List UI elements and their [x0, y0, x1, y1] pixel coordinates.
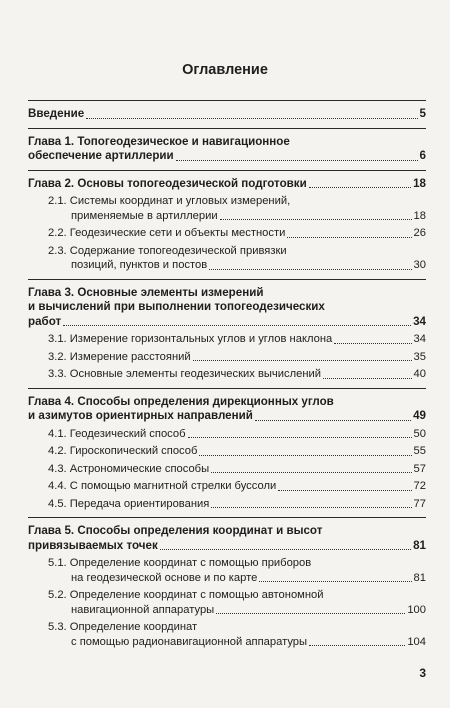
toc-entry-text: привязываемых точек — [28, 538, 158, 552]
toc-section-entry[interactable] — [48, 444, 426, 459]
toc-section-entry[interactable] — [48, 367, 426, 382]
toc-chapter-entry[interactable] — [28, 395, 426, 424]
toc-page-number: 57 — [413, 462, 426, 475]
toc-page-number: 34 — [413, 333, 426, 345]
dot-leader — [160, 549, 411, 550]
dot-leader — [309, 645, 405, 646]
toc-page-number: 34 — [413, 314, 426, 328]
toc-entry-text: применяемые в артиллерии — [71, 209, 218, 222]
toc-entry-text: 2.2. Геодезические сети и объекты местности — [48, 227, 286, 239]
toc-entry-text: 4.2. Гироскопический способ — [48, 445, 198, 457]
toc-page-number: 72 — [413, 480, 426, 492]
toc-entry-text: Глава 1. Топогеодезическое и навигационное — [28, 134, 290, 148]
dot-leader — [323, 378, 412, 379]
dot-leader — [309, 187, 411, 188]
toc-entry-text: 5.2. Определение координат с помощью автономной — [48, 589, 324, 601]
dot-leader — [209, 269, 411, 270]
toc-section-entry[interactable] — [48, 194, 426, 223]
toc-chapter-entry[interactable] — [28, 107, 426, 122]
toc-section-entry[interactable] — [48, 620, 426, 649]
toc-entry-text: Глава 4. Способы определения дирекционных углов — [28, 394, 334, 408]
toc-entry-text: навигационной аппаратуры — [71, 603, 215, 616]
toc-page-number: 26 — [413, 227, 426, 239]
toc-chapter-entry[interactable] — [28, 177, 426, 192]
toc-entry-text: Введение — [28, 107, 85, 120]
toc-entry-text: работ — [28, 314, 62, 328]
toc-page-number: 5 — [419, 107, 426, 120]
dot-leader — [86, 118, 417, 119]
toc-entry-text: позиций, пунктов и постов — [71, 259, 208, 271]
chapter-divider — [28, 279, 426, 280]
toc-page-number: 18 — [413, 209, 426, 222]
toc-entry-text: 2.3. Содержание топогеодезической привязки — [48, 244, 287, 257]
toc-section-entry[interactable] — [48, 332, 426, 347]
toc-entry-text: 5.1. Определение координат с помощью приборов — [48, 557, 312, 569]
dot-leader — [211, 507, 411, 508]
toc-page-number: 81 — [413, 571, 426, 584]
toc-section-entry[interactable] — [48, 350, 426, 365]
toc-entry-text: 3.3. Основные элементы геодезических вычислений — [48, 368, 322, 380]
toc-page-number: 49 — [413, 409, 426, 422]
toc-chapter-entry[interactable] — [28, 135, 426, 164]
page-title: Оглавление — [182, 62, 268, 78]
toc-entry-text: Глава 3. Основные элементы измерений — [28, 285, 264, 299]
toc-section-entry[interactable] — [48, 427, 426, 442]
toc-entry-text: Глава 2. Основы топогеодезической подготовки — [28, 176, 307, 190]
dot-leader — [211, 472, 411, 473]
toc-page-number: 55 — [413, 445, 426, 457]
toc-chapter-entry[interactable] — [28, 524, 426, 553]
toc-entry-text: и азимутов ориентирных направлений — [28, 409, 253, 422]
chapter-divider — [28, 128, 426, 129]
toc-page-number: 104 — [407, 635, 426, 648]
toc-entry-text: 3.2. Измерение расстояний — [48, 350, 191, 363]
dot-leader — [220, 219, 412, 220]
dot-leader — [278, 490, 411, 491]
toc-entry-text: 3.1. Измерение горизонтальных углов и углов наклона — [48, 333, 333, 345]
toc-section-entry[interactable] — [48, 244, 426, 273]
dot-leader — [188, 437, 412, 438]
toc-section-entry[interactable] — [48, 226, 426, 241]
toc-entry-text: 4.4. С помощью магнитной стрелки буссоли — [48, 480, 277, 492]
toc-page-number: 81 — [413, 538, 426, 552]
toc-entry-text: Глава 5. Способы определения координат и высот — [28, 524, 323, 537]
toc-entry-text: на геодезической основе и по карте — [71, 571, 258, 584]
toc-page-number: 30 — [413, 259, 426, 271]
dot-leader — [255, 420, 411, 421]
toc-section-entry[interactable] — [48, 588, 426, 617]
toc-section-entry[interactable] — [48, 462, 426, 477]
toc-entry-text: обеспечение артиллерии — [28, 149, 174, 162]
toc-entry-text: 2.1. Системы координат и угловых измерений, — [48, 195, 291, 207]
toc-page-number: 18 — [413, 176, 426, 190]
dot-leader — [176, 160, 418, 161]
dot-leader — [63, 325, 411, 326]
table-of-contents — [28, 94, 426, 649]
toc-page-number: 40 — [413, 368, 426, 380]
toc-entry-text: 4.1. Геодезический способ — [48, 427, 186, 440]
toc-section-entry[interactable] — [48, 497, 426, 512]
toc-chapter-entry[interactable] — [28, 286, 426, 330]
toc-entry-text: 4.5. Передача ориентирования — [48, 497, 210, 510]
toc-page-number: 6 — [419, 149, 426, 162]
toc-section-entry[interactable] — [48, 556, 426, 585]
toc-page-number: 77 — [413, 497, 426, 510]
toc-entry-text: 4.3. Астрономические способы — [48, 462, 210, 475]
toc-entry-text: с помощью радионавигационной аппаратуры — [71, 635, 308, 648]
dot-leader — [287, 237, 411, 238]
dot-leader — [334, 343, 411, 344]
dot-leader — [193, 360, 412, 361]
page-number: 3 — [419, 666, 426, 680]
chapter-divider — [28, 100, 426, 101]
chapter-divider — [28, 517, 426, 518]
toc-page-number: 50 — [413, 427, 426, 440]
toc-page-number: 35 — [413, 350, 426, 363]
toc-entry-text: и вычислений при выполнении топогеодезических — [28, 300, 325, 313]
chapter-divider — [28, 388, 426, 389]
toc-page-number: 100 — [407, 603, 426, 616]
dot-leader — [199, 455, 411, 456]
toc-section-entry[interactable] — [48, 479, 426, 494]
toc-entry-text: 5.3. Определение координат — [48, 621, 198, 633]
dot-leader — [216, 613, 405, 614]
dot-leader — [259, 581, 411, 582]
chapter-divider — [28, 170, 426, 171]
